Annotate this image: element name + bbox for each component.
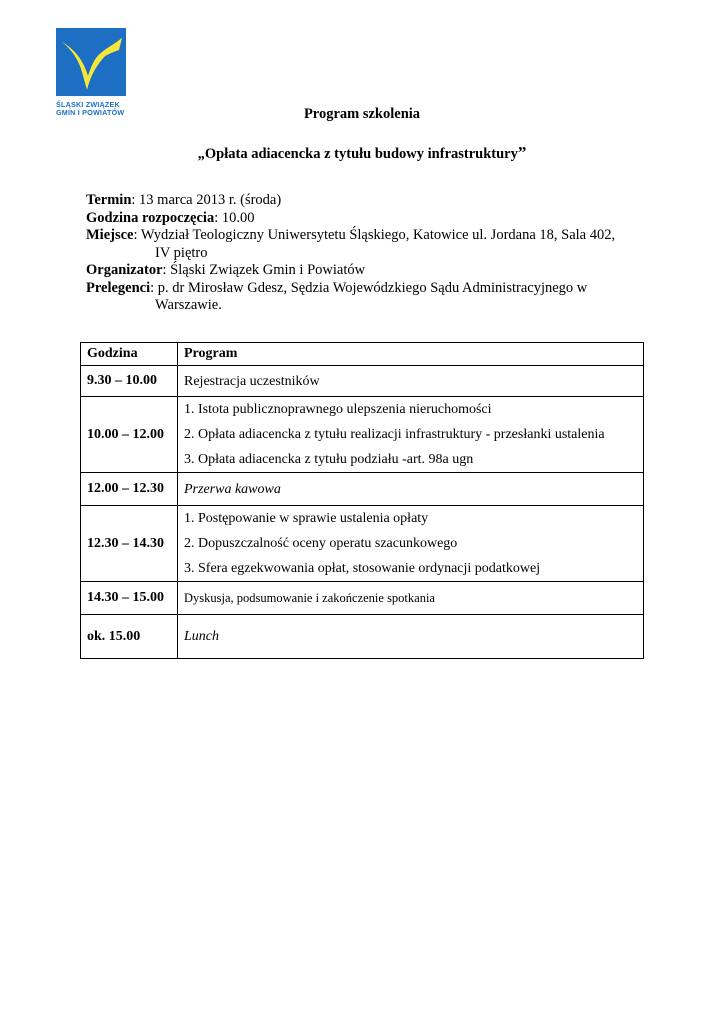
bird-icon (56, 28, 126, 96)
program-item: 1. Istota publicznoprawnego ulepszenia nieruchomości (184, 402, 492, 417)
event-info (86, 192, 646, 315)
opening-quote: „ (197, 146, 205, 162)
info-miejsce (86, 227, 646, 245)
info-label: Termin (86, 192, 132, 208)
header-program: Program (178, 343, 644, 366)
info-prelegenci (86, 280, 646, 298)
info-value: : 13 marca 2013 r. (środa) (131, 192, 282, 208)
program-item: Dyskusja, podsumowanie i zakończenie spotkania (184, 590, 435, 605)
program-item: 2. Dopuszczalność oceny operatu szacunkowego (184, 536, 458, 551)
table-row (81, 506, 644, 582)
table-header-row (81, 343, 644, 366)
info-value: : 10.00 (214, 209, 255, 226)
program-item: Lunch (184, 629, 219, 644)
program-item: 3. Opłata adiacencka z tytułu podziału -art. 98a ugn (184, 452, 474, 467)
subtitle-text: Opłata adiacencka z tytułu budowy infrastruktury (204, 146, 518, 162)
document-subtitle (0, 143, 724, 163)
row-time: 14.30 – 15.00 (81, 582, 178, 615)
row-time: 12.30 – 14.30 (81, 506, 178, 582)
info-godzina (86, 210, 646, 228)
info-value: : Wydział Teologiczny Uniwersytetu Śląskiego, Katowice ul. Jordana 18, Sala 402, (133, 227, 616, 243)
row-program (178, 366, 644, 397)
row-program (178, 615, 644, 659)
table-row (81, 473, 644, 506)
program-item: Przerwa kawowa (184, 481, 281, 497)
document-title: Program szkolenia (303, 106, 421, 122)
row-program (178, 397, 644, 473)
row-time: 10.00 – 12.00 (81, 397, 178, 473)
row-time: ok. 15.00 (81, 615, 178, 659)
program-item: Rejestracja uczestników (184, 373, 320, 389)
info-termin (86, 192, 646, 210)
row-program (178, 473, 644, 506)
logo-mark (56, 28, 126, 96)
info-label: Organizator (86, 262, 163, 278)
table-row (81, 397, 644, 473)
info-miejsce-cont: IV piętro (155, 244, 208, 261)
row-program (178, 506, 644, 582)
logo-text-line1: ŚLĄSKI ZWIĄZEK (56, 100, 120, 109)
program-table (80, 342, 644, 659)
logo-text-line2: GMIN I POWIATÓW (56, 108, 125, 117)
program-item: 1. Postępowanie w sprawie ustalenia opłaty (184, 511, 429, 526)
info-value: : Śląski Związek Gmin i Powiatów (162, 262, 366, 278)
info-label: Prelegenci (86, 279, 151, 296)
info-prelegenci-cont: Warszawie. (155, 297, 222, 313)
info-organizator (86, 262, 646, 280)
table-row (81, 582, 644, 615)
header-time: Godzina (81, 343, 178, 366)
closing-quote: ” (517, 143, 527, 162)
table-row (81, 615, 644, 659)
program-item: 2. Opłata adiacencka z tytułu realizacji infrastruktury - przesłanki ustalenia (184, 427, 605, 442)
program-item: 3. Sfera egzekwowania opłat, stosowanie ordynacji podatkowej (184, 561, 541, 576)
row-time: 9.30 – 10.00 (81, 366, 178, 397)
row-program (178, 582, 644, 615)
info-label: Godzina rozpoczęcia (86, 209, 215, 226)
row-time: 12.00 – 12.30 (81, 473, 178, 506)
info-label: Miejsce (86, 227, 134, 243)
table-row (81, 366, 644, 397)
info-value: : p. dr Mirosław Gdesz, Sędzia Wojewódzkiego Sądu Administracyjnego w (150, 279, 588, 296)
